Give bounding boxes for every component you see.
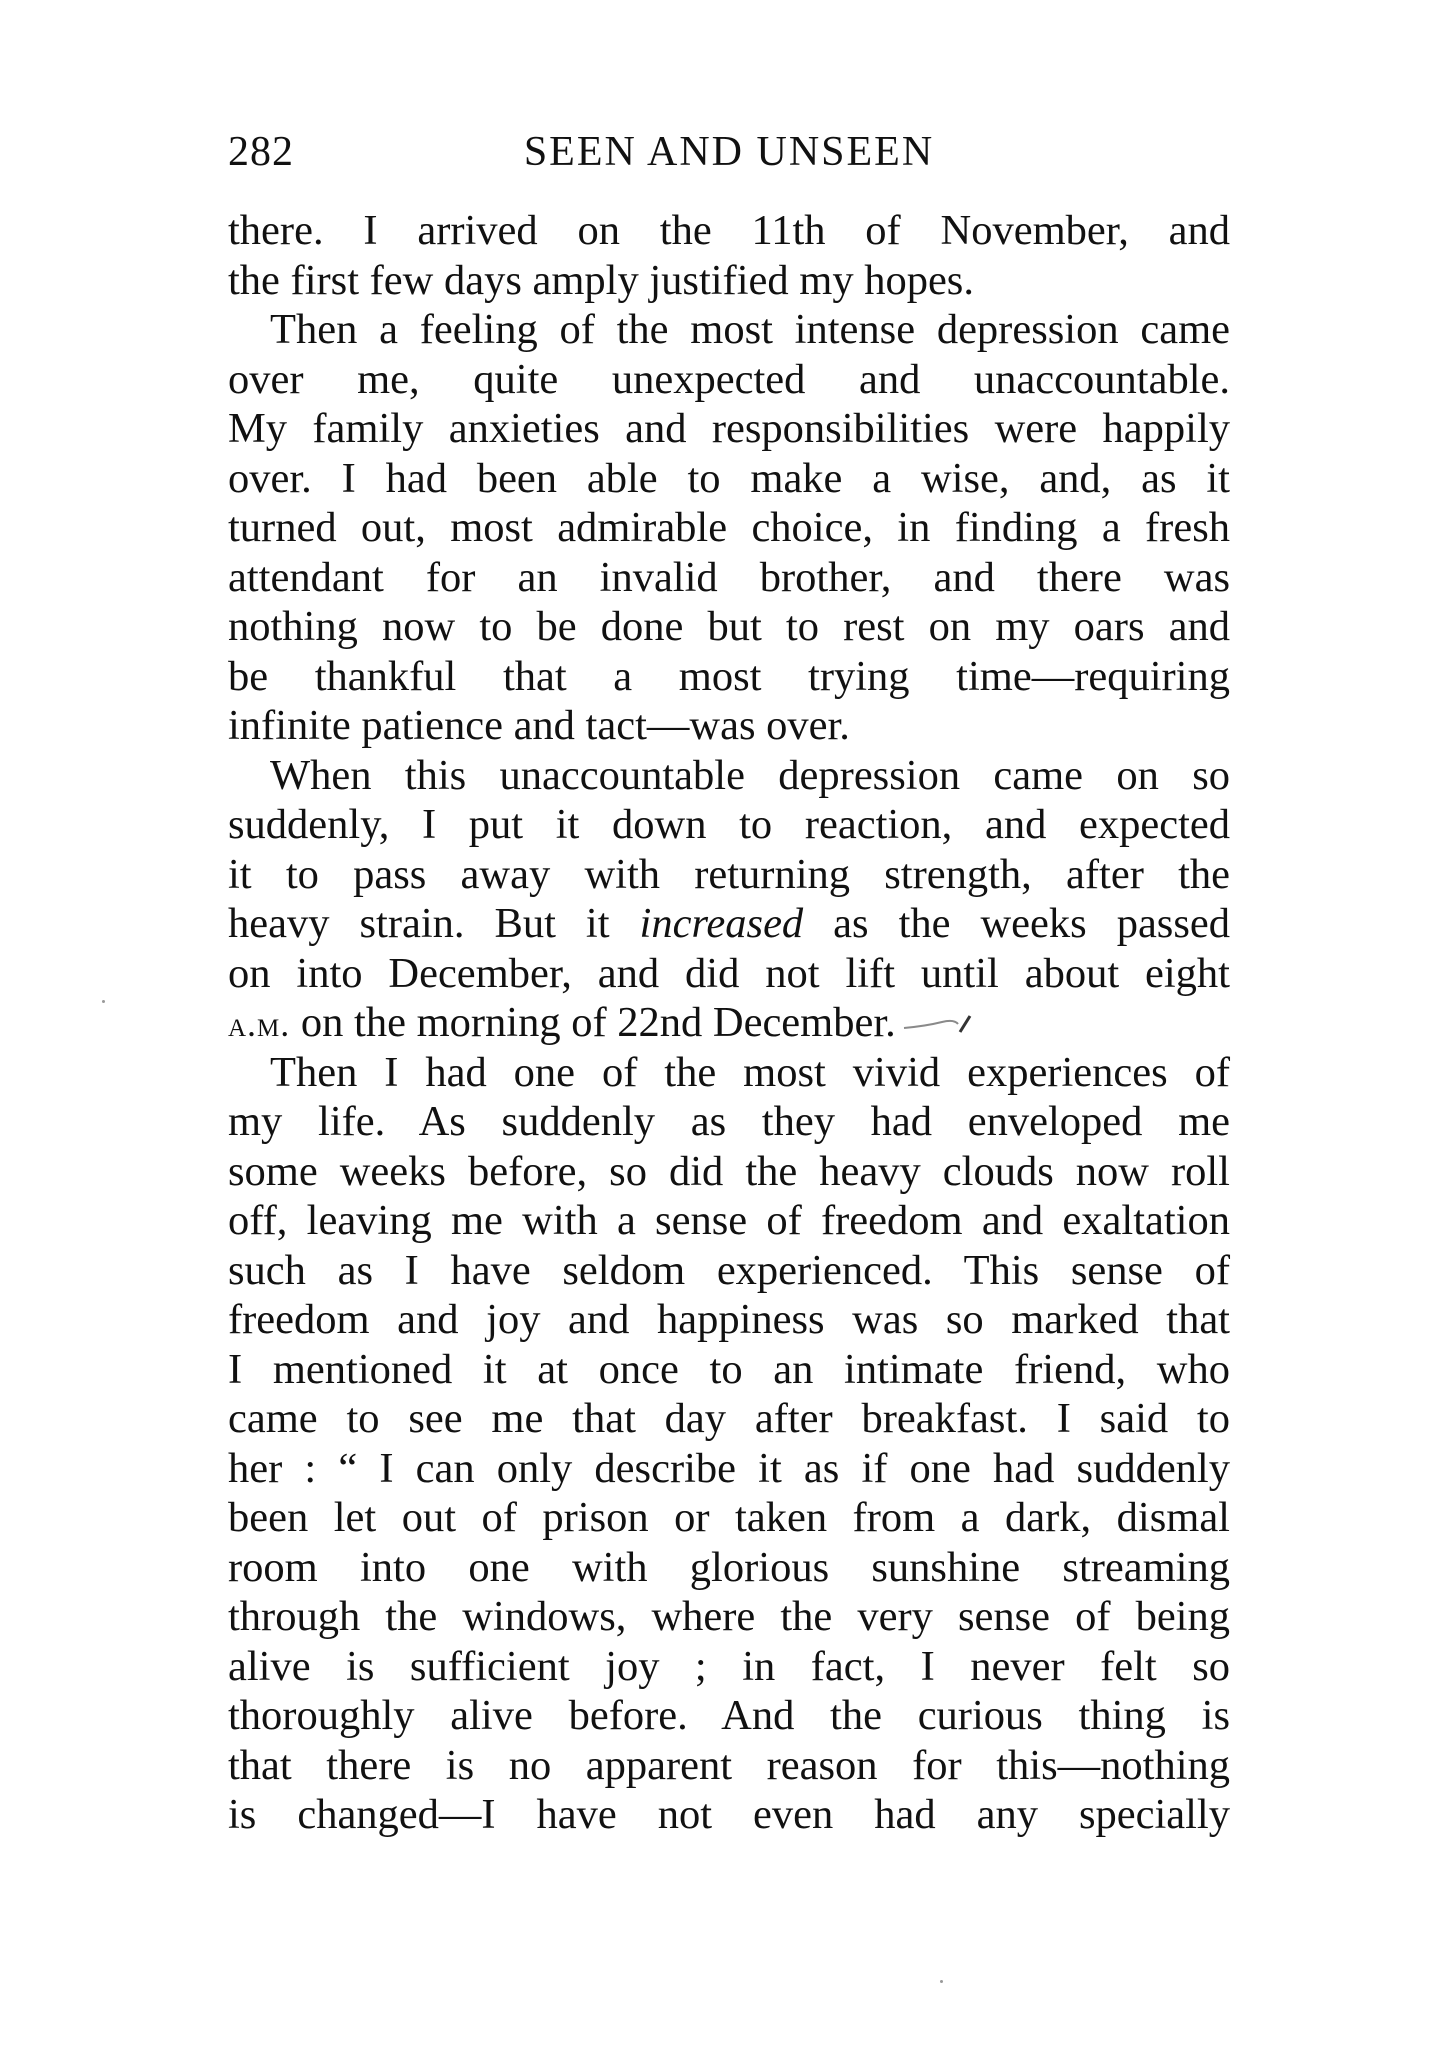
small-caps-abbreviation: a.m. [228, 1004, 291, 1044]
text-line: came to see me that day after breakfast. I said to [228, 1395, 1230, 1442]
text-line: it to pass away with returning strength, after the [228, 850, 1230, 898]
text-line: through the windows, where the very sense of being [228, 1593, 1230, 1640]
text-line: turned out, most admirable choice, in finding a fresh [228, 504, 1230, 551]
text-line: the first few days amply justified my hopes. [228, 256, 974, 304]
text-line [228, 899, 1230, 949]
text-line: some weeks before, so did the heavy clouds now roll [228, 1147, 1230, 1195]
text-line: nothing now to be done but to rest on my oars and [228, 603, 1230, 650]
paper-speck [940, 1980, 943, 1983]
text-line: that there is no apparent reason for this—nothing [228, 1741, 1230, 1789]
text-line: alive is sufficient joy ; in fact, I never felt so [228, 1642, 1230, 1690]
text-line: her : “ I can only describe it as if one had suddenly [228, 1444, 1230, 1492]
body-text [228, 206, 1230, 1840]
text-line [228, 998, 1230, 1048]
text-line: attendant for an invalid brother, and there was [228, 553, 1230, 601]
italic-word: increased [639, 900, 804, 947]
text-line: infinite patience and tact—was over. [228, 702, 850, 749]
text-line: such as I have seldom experienced. This sense of [228, 1246, 1230, 1294]
text-line: on into December, and did not lift until about eight [228, 949, 1230, 997]
page-number: 282 [228, 129, 294, 175]
line-text: heavy strain. But it [228, 900, 640, 947]
text-line: suddenly, I put it down to reaction, and expected [228, 801, 1230, 848]
line-text: as the weeks passed [803, 900, 1231, 947]
text-line: over me, quite unexpected and unaccountable. [228, 355, 1230, 403]
text-line: over. I had been able to make a wise, and, as it [228, 454, 1230, 502]
running-head: SEEN AND UNSEEN [523, 129, 935, 175]
text-line: thoroughly alive before. And the curious thing is [228, 1692, 1230, 1739]
paragraph-first-line: Then a feeling of the most intense depression came [270, 306, 1230, 353]
text-line: freedom and joy and happiness was so marked that [228, 1296, 1230, 1343]
text-line: there. I arrived on the 11th of November, and [228, 207, 1230, 254]
text-line: my life. As suddenly as they had enveloped me [228, 1098, 1230, 1145]
text-line: off, leaving me with a sense of freedom and exaltation [228, 1197, 1230, 1244]
text-line: I mentioned it at once to an intimate friend, who [228, 1345, 1230, 1393]
text-line: My family anxieties and responsibilities were happily [228, 405, 1230, 452]
line-text: on the morning of 22nd December. [290, 999, 896, 1046]
text-line: been let out of prison or taken from a dark, dismal [228, 1494, 1230, 1541]
page-header [228, 126, 1230, 178]
text-line: be thankful that a most trying time—requiring [228, 652, 1230, 700]
paper-speck [102, 1000, 105, 1003]
paragraph-first-line: When this unaccountable depression came on so [270, 751, 1230, 799]
pencil-tick-mark [896, 1008, 984, 1038]
text-line: is changed—I have not even had any specially [228, 1791, 1230, 1838]
text-line: room into one with glorious sunshine streaming [228, 1543, 1230, 1591]
paragraph-first-line: Then I had one of the most vivid experiences of [270, 1048, 1230, 1096]
